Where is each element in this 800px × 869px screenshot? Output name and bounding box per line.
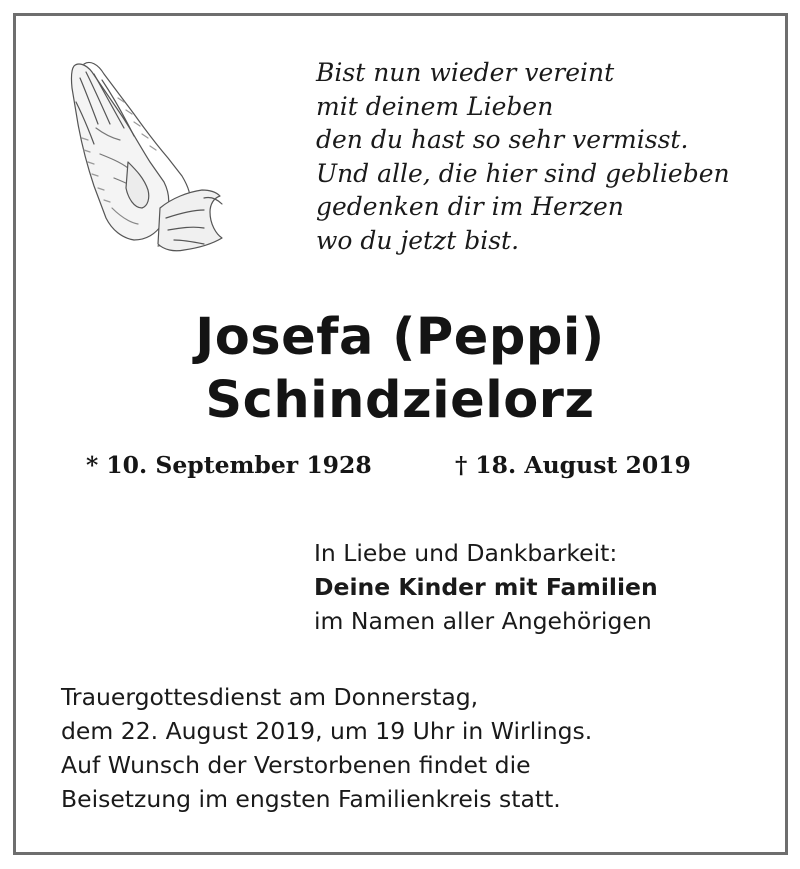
birth-symbol: * [86, 451, 99, 479]
poem-line: gedenken dir im Herzen [316, 192, 624, 221]
poem-line: den du hast so sehr vermisst. [316, 125, 689, 154]
poem-line: Bist nun wieder vereint [316, 58, 615, 87]
death-symbol: † [455, 451, 468, 479]
praying-hands-icon [64, 58, 226, 256]
signature-intro: In Liebe und Dankbarkeit: [314, 539, 618, 567]
birth-date: 10. September 1928 [106, 451, 372, 479]
service-line: dem 22. August 2019, um 19 Uhr in Wirlings. [61, 717, 593, 745]
service-line: Trauergottesdienst am Donnerstag, [61, 683, 479, 711]
poem-line: Und alle, die hier sind geblieben [316, 158, 730, 188]
memorial-poem [316, 56, 776, 257]
mourners-signature [314, 536, 658, 638]
death-date: 18. August 2019 [475, 451, 691, 479]
deceased-name-last: Schindzielorz [205, 371, 595, 430]
signature-relatives: im Namen aller Angehörigen [314, 607, 652, 635]
death-date-line [455, 450, 691, 480]
poem-line: wo du jetzt bist. [316, 225, 520, 255]
deceased-name-first: Josefa (Peppi) [195, 308, 605, 367]
funeral-service-notice [61, 680, 592, 816]
service-line: Beisetzung im engsten Familienkreis statt. [61, 785, 561, 813]
service-line: Auf Wunsch der Verstorbenen findet die [61, 751, 531, 779]
birth-date-line [86, 450, 372, 480]
poem-line: mit deinem Lieben [316, 91, 554, 121]
signature-family: Deine Kinder mit Familien [314, 573, 658, 601]
